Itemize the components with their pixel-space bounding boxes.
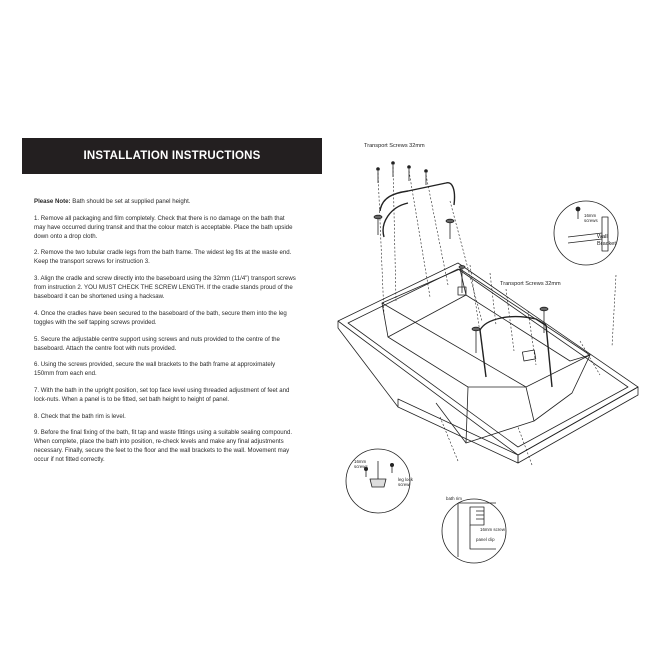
cradle-top [380,183,455,237]
guide-lines [378,167,616,465]
step-7: 7. With the bath in the upright position, set top face level using threaded adjustment of feet and lock-nuts. When a panel is to be fitted, set bath height to height of panel. [34,386,290,403]
bath-frame [338,263,638,463]
step-4: 4. Once the cradles have been secured to the baseboard of the bath, secure them into the leg toggles with the self tapping screws provided. [34,309,287,326]
note-text: Bath should be set at supplied panel height. [70,198,191,205]
step-8: 8. Check that the bath rim is level. [34,412,126,420]
note-paragraph [34,197,296,206]
label-wall-bracket-2: Bracket [597,241,616,247]
step-9: 9. Before the final fixing of the bath, fit tap and waste fittings using a suitable sealing compound. When complete, place the bath into position, re-check levels and make any final adjustments necessary. Finally, secure the feet to the floor and the wall brackets to the wall. Movement may occur if not fitted correctly. [34,429,293,464]
label-wall-bracket: Wall [597,234,608,240]
title-banner [22,138,322,174]
installation-diagram [300,125,645,565]
step-3: 3. Align the cradle and screw directly into the baseboard using the 32mm (11/4") transport screws from instruction 2. YOU MUST CHECK THE SCREW LENGTH. If the cradle stands proud of the baseboard it can be shortened using a hacksaw. [34,275,296,301]
step-5: 5. Secure the adjustable centre support using screws and nuts provided to the centre of the baseboard. Attach the centre foot with nuts provided. [34,335,280,352]
label-foot-screws-2: screws [354,464,368,469]
label-wall-screw: 16mm [584,213,597,218]
bath-tub [382,269,590,443]
step-6: 6. Using the screws provided, secure the wall brackets to the bath frame at approximately 150mm from each end. [34,361,276,378]
label-bath-rim: bath rim [446,496,462,501]
label-panel-clip: panel clip [476,537,495,542]
note-label: Please Note: [34,198,71,205]
instructions-text [34,197,296,472]
transport-screws-top [377,162,428,185]
step-1: 1. Remove all packaging and film completely. Check that there is no damage on the bath that may have occurred during transit and that the colour match is acceptable. Place the bath upside down onto a drop cloth. [34,214,293,240]
label-rim-screw: 16mm screw [480,527,505,532]
page-title: INSTALLATION INSTRUCTIONS [83,150,261,162]
label-foot-screws: 16mm [354,459,367,464]
step-2: 2. Remove the two tubular cradle legs from the bath frame. The widest leg fits at the waste end. Keep the transport screws for instruction 3. [34,249,292,266]
label-transport-screws-mid: Transport Screws 32mm [500,281,561,287]
label-transport-screws-top: Transport Screws 32mm [364,143,425,149]
label-leg-lock: leg lock [398,477,413,482]
label-wall-screw-2: screws [584,218,598,223]
label-leg-lock-2: screw [398,482,410,487]
wall-bracket-inset [554,201,618,265]
